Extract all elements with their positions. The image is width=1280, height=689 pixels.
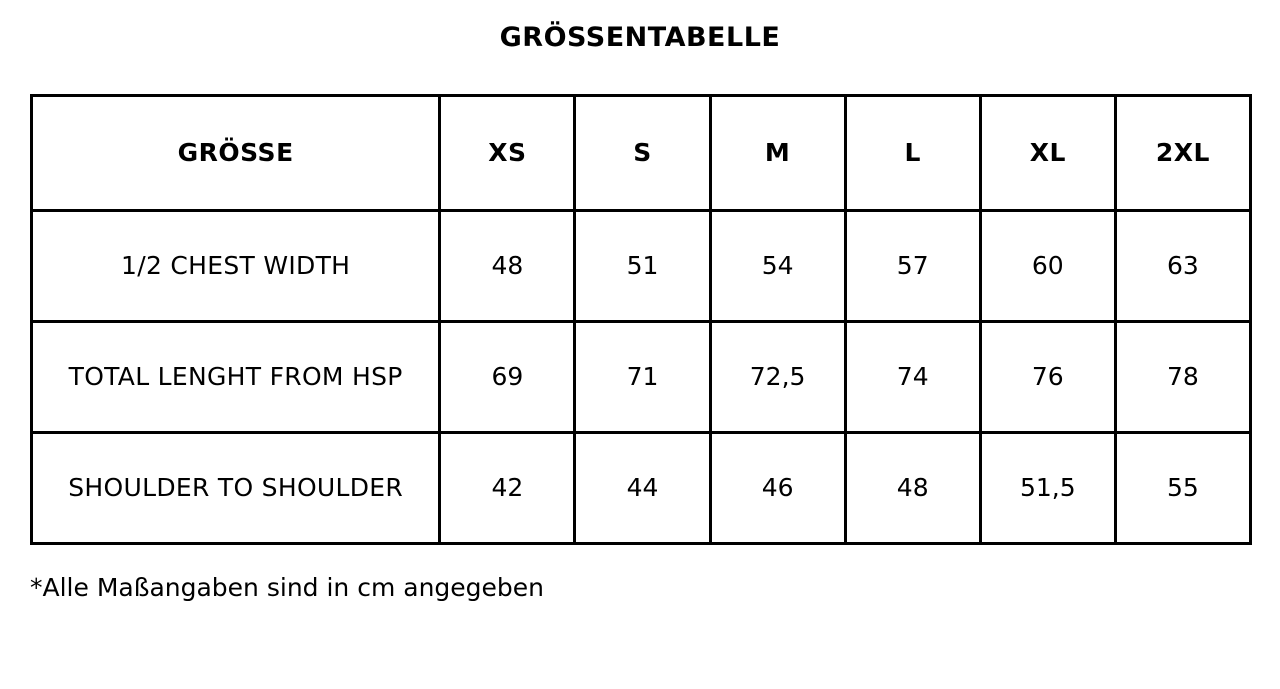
column-header-m: M bbox=[710, 96, 845, 211]
cell-length-m: 72,5 bbox=[710, 322, 845, 433]
cell-shoulder-2xl: 55 bbox=[1115, 433, 1250, 544]
column-header-s: S bbox=[575, 96, 710, 211]
cell-length-xs: 69 bbox=[440, 322, 575, 433]
cell-shoulder-m: 46 bbox=[710, 433, 845, 544]
cell-shoulder-xs: 42 bbox=[440, 433, 575, 544]
column-header-xl: XL bbox=[980, 96, 1115, 211]
cell-chest-m: 54 bbox=[710, 211, 845, 322]
column-header-xs: XS bbox=[440, 96, 575, 211]
cell-length-l: 74 bbox=[845, 322, 980, 433]
measurement-footnote: *Alle Maßangaben sind in cm angegeben bbox=[30, 573, 545, 603]
cell-chest-xs: 48 bbox=[440, 211, 575, 322]
cell-length-xl: 76 bbox=[980, 322, 1115, 433]
cell-chest-2xl: 63 bbox=[1115, 211, 1250, 322]
table-body bbox=[32, 211, 1251, 544]
size-table bbox=[30, 94, 1252, 545]
column-header-l: L bbox=[845, 96, 980, 211]
row-label-chest-width: 1/2 CHEST WIDTH bbox=[32, 211, 440, 322]
table-header bbox=[32, 96, 1251, 211]
table-row bbox=[32, 211, 1251, 322]
cell-chest-l: 57 bbox=[845, 211, 980, 322]
column-header-2xl: 2XL bbox=[1115, 96, 1250, 211]
row-label-total-length: TOTAL LENGHT FROM HSP bbox=[32, 322, 440, 433]
cell-length-2xl: 78 bbox=[1115, 322, 1250, 433]
column-header-measurement: GRÖSSE bbox=[32, 96, 440, 211]
cell-shoulder-s: 44 bbox=[575, 433, 710, 544]
cell-chest-xl: 60 bbox=[980, 211, 1115, 322]
row-label-shoulder-to-shoulder: SHOULDER TO SHOULDER bbox=[32, 433, 440, 544]
cell-shoulder-xl: 51,5 bbox=[980, 433, 1115, 544]
cell-length-s: 71 bbox=[575, 322, 710, 433]
cell-chest-s: 51 bbox=[575, 211, 710, 322]
size-table-container bbox=[0, 94, 1280, 545]
cell-shoulder-l: 48 bbox=[845, 433, 980, 544]
table-row bbox=[32, 322, 1251, 433]
table-header-row bbox=[32, 96, 1251, 211]
table-row bbox=[32, 433, 1251, 544]
page-title: GRÖSSENTABELLE bbox=[499, 22, 781, 53]
